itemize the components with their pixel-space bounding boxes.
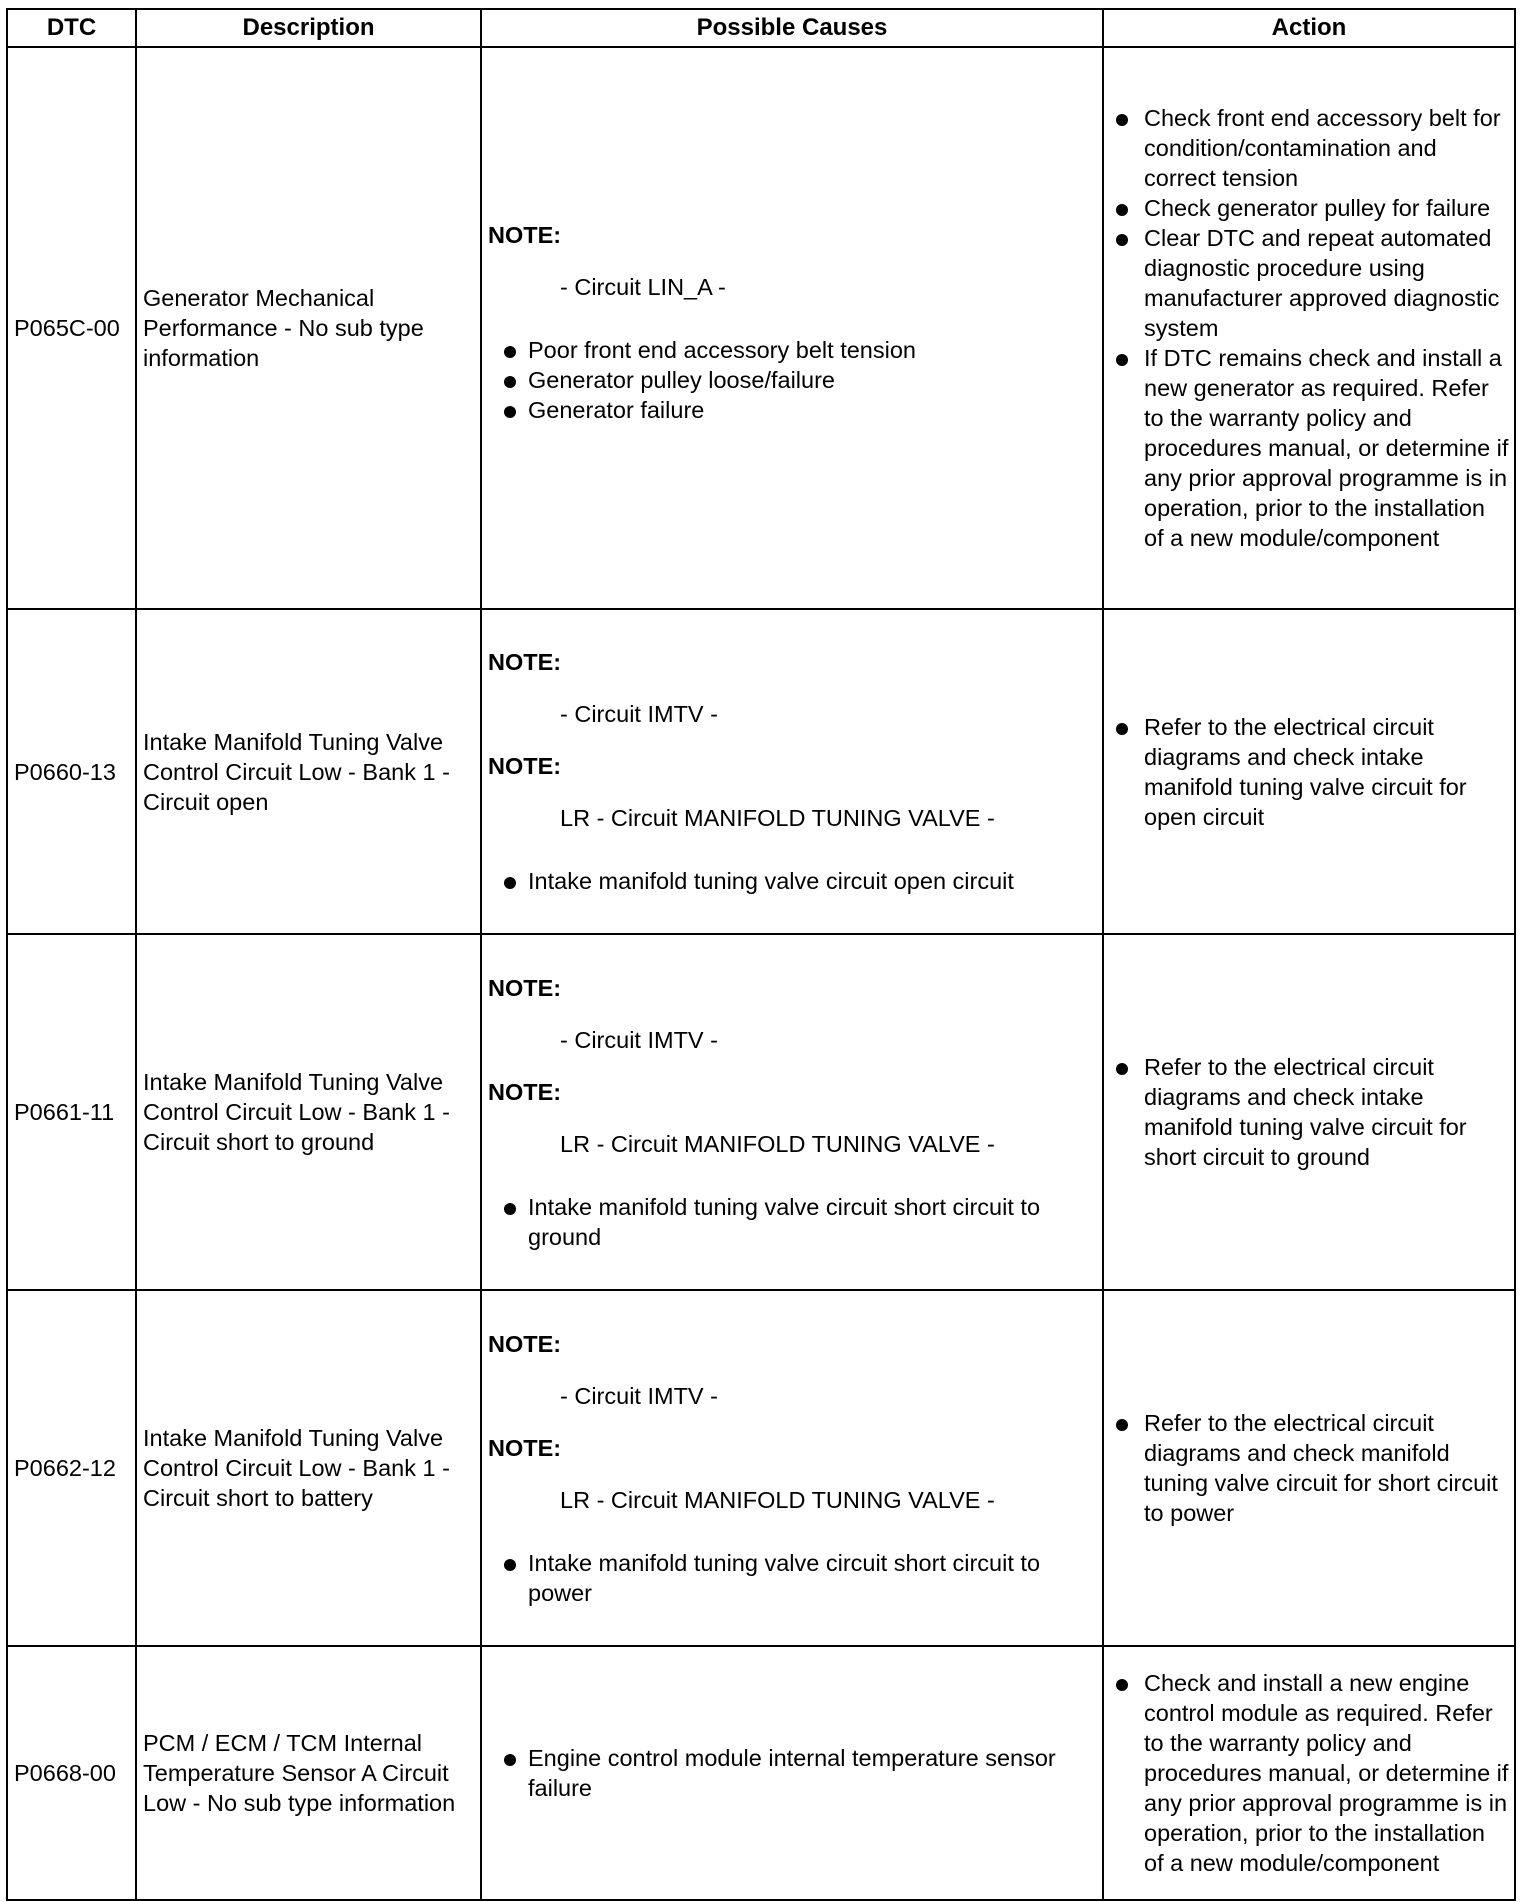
list-item: If DTC remains check and install a new generator as required. Refer to the warranty policy and procedures manual, or determine if any prior approval programme is in operation, prior to the installation of a new module/component	[1110, 343, 1510, 553]
dtc-code: P065C-00	[7, 47, 136, 609]
note-label: NOTE:	[488, 1330, 562, 1357]
actions-list	[1110, 1408, 1510, 1528]
note-label: NOTE:	[488, 649, 562, 675]
note-text: - Circuit IMTV -	[560, 701, 718, 727]
note-label: NOTE:	[488, 1434, 562, 1461]
actions-list	[1110, 712, 1510, 832]
dtc-code: P0660-13	[7, 609, 136, 934]
list-item: Intake manifold tuning valve circuit short circuit to power	[488, 1548, 1096, 1608]
list-item: Check and install a new engine control module as required. Refer to the warranty policy and procedures manual, or determine if any prior approval programme is in operation, prior to the installation of a new module/component	[1110, 1668, 1510, 1878]
note-text: LR - Circuit MANIFOLD TUNING VALVE -	[560, 1486, 995, 1513]
note-text: - Circuit LIN_A -	[560, 274, 726, 300]
note-text: - Circuit IMTV -	[560, 1382, 718, 1409]
causes-list	[488, 866, 1096, 896]
list-item: Generator pulley loose/failure	[488, 365, 1096, 395]
dtc-description: Generator Mechanical Performance - No sub type information	[136, 47, 481, 609]
possible-causes-cell	[481, 1646, 1103, 1900]
causes-list	[488, 1192, 1096, 1252]
list-item: Check front end accessory belt for condition/contamination and correct tension	[1110, 103, 1510, 193]
action-cell	[1103, 1646, 1515, 1900]
dtc-description: Intake Manifold Tuning Valve Control Circuit Low - Bank 1 - Circuit open	[136, 609, 481, 934]
action-cell	[1103, 47, 1515, 609]
header-description: Description	[136, 9, 481, 47]
dtc-description: Intake Manifold Tuning Valve Control Circuit Low - Bank 1 - Circuit short to ground	[136, 934, 481, 1290]
actions-list	[1110, 1668, 1510, 1878]
note-label: NOTE:	[488, 222, 562, 248]
action-cell	[1103, 1290, 1515, 1646]
causes-list	[488, 1548, 1096, 1608]
note-label: NOTE:	[488, 974, 562, 1001]
dtc-description: Intake Manifold Tuning Valve Control Circuit Low - Bank 1 - Circuit short to battery	[136, 1290, 481, 1646]
possible-causes-cell	[481, 47, 1103, 609]
list-item: Check generator pulley for failure	[1110, 193, 1510, 223]
table-row	[7, 609, 1515, 934]
dtc-description: PCM / ECM / TCM Internal Temperature Sensor A Circuit Low - No sub type information	[136, 1646, 481, 1900]
list-item: Refer to the electrical circuit diagrams and check manifold tuning valve circuit for short circuit to power	[1110, 1408, 1510, 1528]
table-row	[7, 934, 1515, 1290]
dtc-code: P0662-12	[7, 1290, 136, 1646]
note-label: NOTE:	[488, 753, 562, 779]
note-text: - Circuit IMTV -	[560, 1026, 718, 1053]
actions-list	[1110, 103, 1510, 553]
dtc-table	[6, 8, 1516, 1901]
table-row	[7, 1646, 1515, 1900]
list-item: Intake manifold tuning valve circuit short circuit to ground	[488, 1192, 1096, 1252]
causes-list	[488, 1743, 1096, 1803]
list-item: Poor front end accessory belt tension	[488, 335, 1096, 365]
note-text: LR - Circuit MANIFOLD TUNING VALVE -	[560, 805, 995, 831]
note-text: LR - Circuit MANIFOLD TUNING VALVE -	[560, 1130, 995, 1157]
list-item: Engine control module internal temperature sensor failure	[488, 1743, 1096, 1803]
dtc-code: P0668-00	[7, 1646, 136, 1900]
action-cell	[1103, 934, 1515, 1290]
note-label: NOTE:	[488, 1078, 562, 1105]
list-item: Refer to the electrical circuit diagrams and check intake manifold tuning valve circuit for short circuit to ground	[1110, 1052, 1510, 1172]
table-row	[7, 1290, 1515, 1646]
header-row	[7, 9, 1515, 47]
actions-list	[1110, 1052, 1510, 1172]
list-item: Intake manifold tuning valve circuit open circuit	[488, 866, 1096, 896]
possible-causes-cell	[481, 609, 1103, 934]
header-dtc: DTC	[7, 9, 136, 47]
dtc-code: P0661-11	[7, 934, 136, 1290]
causes-list	[488, 335, 1096, 425]
list-item: Clear DTC and repeat automated diagnostic procedure using manufacturer approved diagnostic system	[1110, 223, 1510, 343]
possible-causes-cell	[481, 934, 1103, 1290]
list-item: Refer to the electrical circuit diagrams and check intake manifold tuning valve circuit for open circuit	[1110, 712, 1510, 832]
list-item: Generator failure	[488, 395, 1096, 425]
header-possible-causes: Possible Causes	[481, 9, 1103, 47]
possible-causes-cell	[481, 1290, 1103, 1646]
table-row	[7, 47, 1515, 609]
header-action: Action	[1103, 9, 1515, 47]
action-cell	[1103, 609, 1515, 934]
